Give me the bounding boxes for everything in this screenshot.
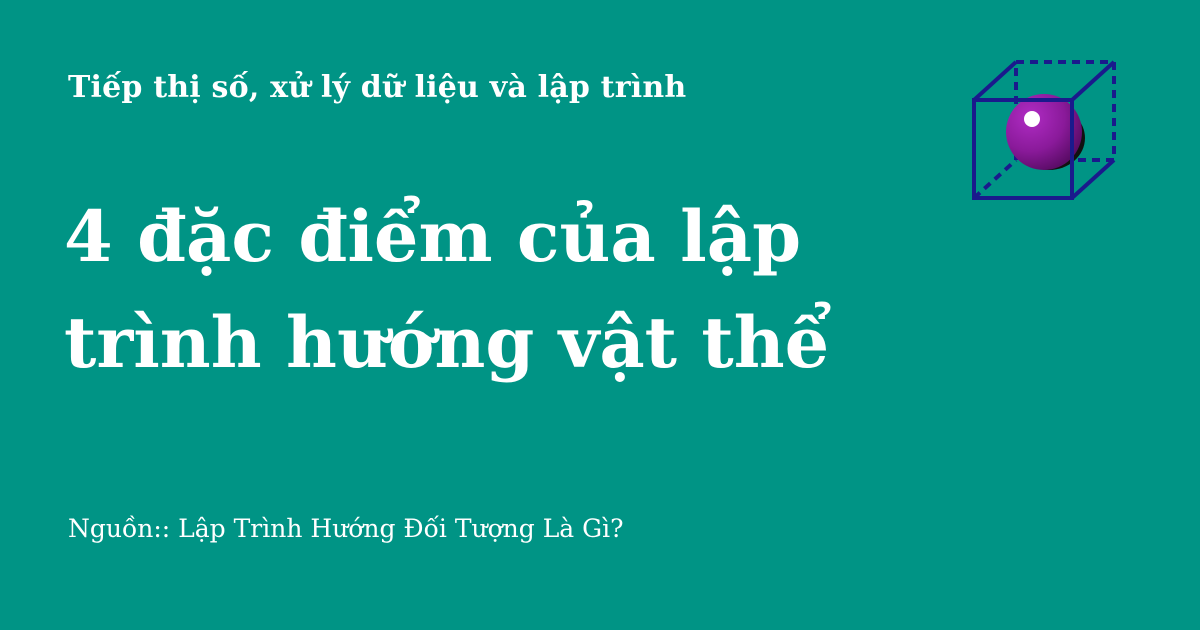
- source-caption: Nguồn:: Lập Trình Hướng Đối Tượng Là Gì?: [68, 514, 624, 543]
- cube-with-sphere-icon: [968, 56, 1120, 208]
- category-kicker: Tiếp thị số, xử lý dữ liệu và lập trình: [68, 70, 687, 105]
- page-title: 4 đặc điểm của lập trình hướng vật thể: [64, 195, 830, 384]
